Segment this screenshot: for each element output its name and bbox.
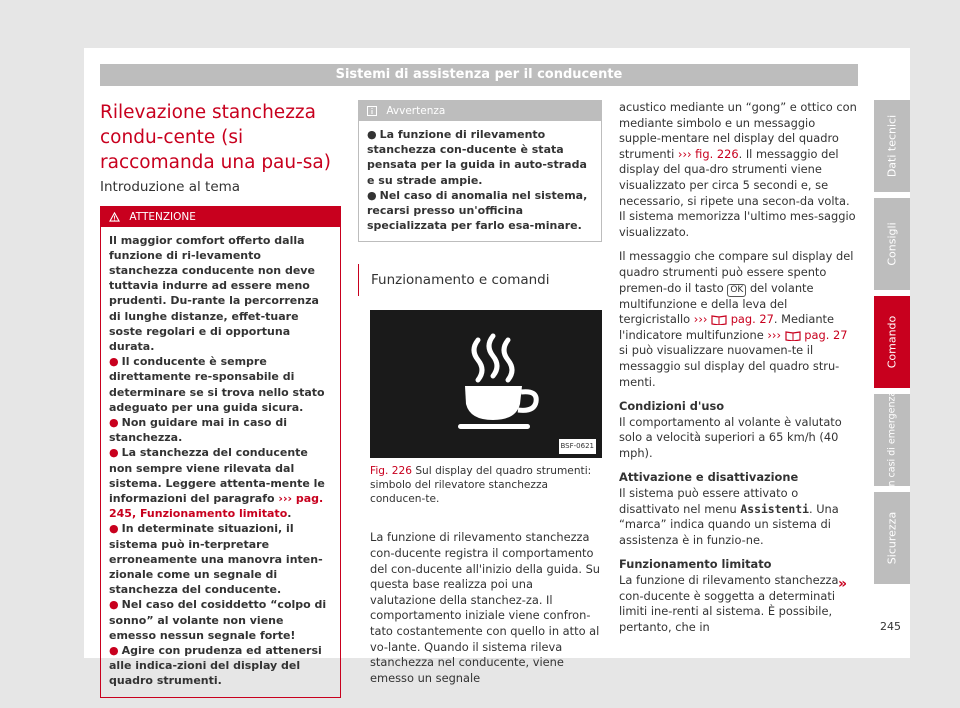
bullet-icon: ●: [109, 644, 119, 658]
ok-key-icon: OK: [727, 284, 746, 297]
column-middle: [358, 100, 602, 686]
tab-dati-tecnici[interactable]: Dati tecnici: [874, 100, 910, 192]
tab-comando[interactable]: Comando: [874, 296, 910, 388]
coffee-cup-icon: [370, 310, 602, 458]
bullet-icon: ●: [109, 446, 119, 460]
body-paragraph: Il sistema può essere attivato o disattivato nel menu Assistenti. Una “marca” indica quando un sistema di assistenza è in funzio-ne.: [619, 486, 839, 547]
menu-name: Assistenti: [740, 501, 809, 516]
bullet-icon: ●: [109, 416, 119, 430]
body-paragraph: La funzione di rilevamento stanchezza con-ducente è soggetta a determinati limiti ine-renti al sistema. È possibile, pertanto, che in: [619, 573, 839, 634]
continue-arrow-icon: »: [838, 576, 848, 592]
section-heading: Funzionamento e comandi: [358, 264, 602, 296]
figure-number: Fig. 226: [370, 465, 412, 478]
column-left: [100, 100, 341, 698]
attention-bullet: ● Non guidare mai in caso di stanchezza.: [109, 416, 287, 445]
figure-code: BSF-0621: [559, 439, 597, 455]
page-link[interactable]: ››› pag. 27: [767, 327, 848, 342]
page-link[interactable]: ››› pag. 27: [693, 312, 774, 327]
page-number: 245: [880, 620, 901, 633]
section-title: Rilevazione stanchezza condu-cente (si raccomanda una pau-sa): [100, 102, 331, 173]
book-icon: [785, 330, 801, 341]
attention-header: [101, 207, 340, 227]
column-right: [619, 100, 858, 644]
tab-in-casi-di-emergenza[interactable]: In casi di emergenza: [874, 394, 910, 486]
book-icon: [711, 314, 727, 325]
note-label: Avvertenza: [386, 105, 446, 117]
note-bullet: ● La funzione di rilevamento stanchezza con-ducente è stata pensata per la guida in auto-strada e su strade ampie.: [367, 128, 587, 187]
figure-image: [370, 310, 602, 458]
tab-sicurezza[interactable]: Sicurezza: [874, 492, 910, 584]
body-paragraph: acustico mediante un “gong” e ottico con mediante simbolo e un messaggio supple-mentare nel display del quadro strumenti ››› fig. 226. Il messaggio del display del qua-dro strumenti viene visualizzato per circa 5 secondi e, se necessario, si ripete una secon-da volta. Il sistema memorizza l'ultimo mes-saggio visualizzato.: [619, 100, 857, 239]
attention-label: ATTENZIONE: [129, 210, 196, 223]
attention-bullet: ● Nel caso del cosiddetto “colpo di sonno” al volante non viene emesso nessun segnale forte!: [109, 598, 327, 642]
bullet-icon: ●: [367, 128, 377, 141]
subsection-title: Introduzione al tema: [100, 179, 241, 195]
bullet-icon: ●: [109, 355, 119, 369]
page-link[interactable]: ››› pag. 245, Funzionamento limitato: [109, 492, 324, 521]
warning-triangle-icon: [109, 212, 120, 222]
body-paragraph: Il comportamento al volante è valutato solo a velocità superiori a 65 km/h (40 mph).: [619, 414, 842, 460]
page-header: Sistemi di assistenza per il conducente: [100, 64, 858, 86]
body-paragraph: La funzione di rilevamento stanchezza con-ducente registra il comportamento del con-ducente all'inizio della guida. Su questa base realizza poi una valutazione della stanchez-za. Il comportamento iniziale viene confron-tato costantemente con quello in atto al vo-lante. Quando il sistema rileva stanchezza nel conducente, viene emesso un segnale: [370, 530, 601, 685]
attention-box: [100, 206, 341, 698]
figure-link[interactable]: ››› fig. 226: [677, 146, 739, 161]
note-box: [358, 100, 602, 242]
body-paragraph: Il messaggio che compare sul display del quadro strumenti può essere spento premen-do il tasto OK del volante multifunzione e della leva del tergicristallo ››› pag. 27. Mediante l'indicatore multifunzione ››› pag. 27 si può visualizzare nuovamen-te il messaggio sul display del quadro stru-menti.: [619, 249, 854, 389]
note-header: [359, 101, 601, 121]
subheading: Condizioni d'uso: [619, 399, 725, 414]
attention-body: [101, 227, 340, 697]
tab-consigli[interactable]: Consigli: [874, 198, 910, 290]
subheading: Attivazione e disattivazione: [619, 470, 799, 485]
attention-bullet: ● La stanchezza del conducente non sempre viene rilevata dal sistema. Leggere attenta-mente le informazioni del paragrafo ››› pag. 245, Funzionamento limitato.: [109, 446, 325, 521]
bullet-icon: ●: [109, 598, 119, 612]
note-bullet: ● Nel caso di anomalia nel sistema, recarsi presso un'officina specializzata per farlo esa-minare.: [367, 188, 588, 233]
attention-bullet: ● Il conducente è sempre direttamente re-sponsabile di determinare se si trova nello stato adeguato per una guida sicura.: [109, 355, 325, 414]
attention-intro: Il maggior comfort offerto dalla funzione di ri-levamento stanchezza conducente non deve tuttavia indurre ad essere meno prudenti. Du-rante la percorrenza di lunghe distanze, effet-tuare soste regolari e di opportuna durata.: [109, 233, 319, 354]
note-body: [359, 121, 601, 241]
bullet-icon: ●: [109, 522, 119, 536]
figure-caption: Fig. 226 Sul display del quadro strumenti: simbolo del rilevatore stanchezza conducen-te.: [370, 465, 592, 506]
info-icon: [367, 106, 377, 116]
attention-bullet: ● In determinate situazioni, il sistema può in-terpretare erroneamente una manovra inten-zionale come un segnale di stanchezza del conducente.: [109, 522, 323, 597]
bullet-icon: ●: [367, 188, 377, 202]
subheading: Funzionamento limitato: [619, 557, 772, 572]
attention-bullet: ● Agire con prudenza ed attenersi alle indica-zioni del display del quadro strumenti.: [109, 644, 322, 688]
